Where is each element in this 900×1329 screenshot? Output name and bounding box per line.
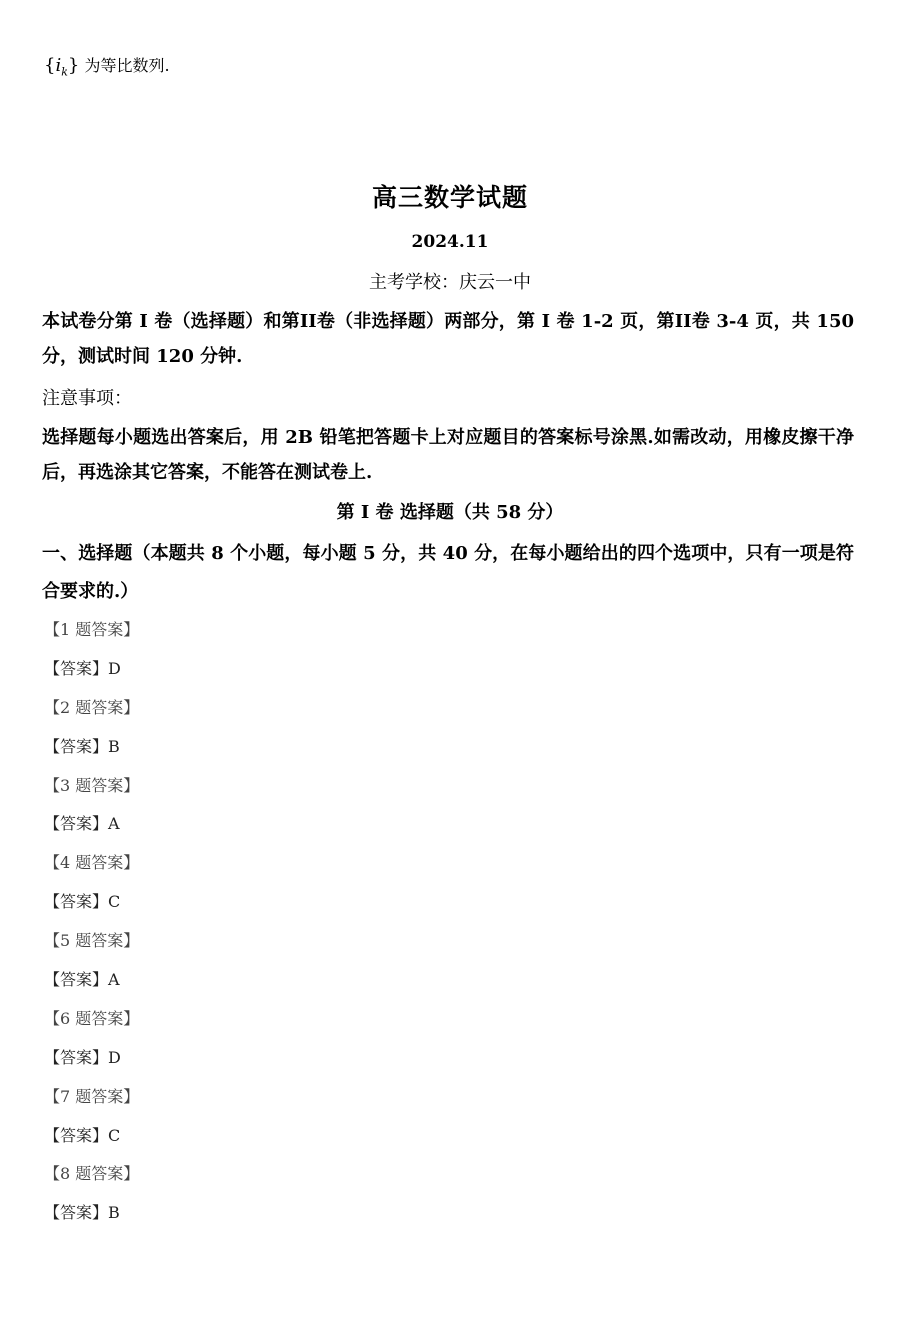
question-label: 【5 题答案】 bbox=[44, 931, 140, 951]
answer-value: 【答案】C bbox=[44, 892, 121, 912]
question-label: 【1 题答案】 bbox=[44, 620, 140, 639]
sequence-variable: i bbox=[55, 55, 62, 76]
host-school: 主考学校：庆云一中 bbox=[369, 272, 531, 293]
previous-page-fragment bbox=[44, 54, 170, 85]
question-label: 【7 题答案】 bbox=[44, 1086, 140, 1106]
exam-date: 2024.11 bbox=[411, 232, 489, 252]
question-label: 【8 题答案】 bbox=[44, 1164, 140, 1184]
fragment-text: 为等比数列. bbox=[84, 56, 170, 75]
answer-value: 【答案】B bbox=[44, 1203, 120, 1223]
answer-value: 【答案】A bbox=[44, 970, 120, 990]
answer-value: 【答案】B bbox=[44, 736, 120, 756]
answer-value: 【答案】A bbox=[44, 814, 120, 834]
part-one-instructions: 一、选择题（本题共 8 个小题，每小题 5 分，共 40 分，在每小题给出的四个选项中，只有一项是符合要求的.） bbox=[42, 543, 854, 602]
notice-body: 选择题每小题选出答案后，用 2B 铅笔把答题卡上对应题目的答案标号涂黑.如需改动，用橡皮擦干净后，再选涂其它答案，不能答在测试卷上. bbox=[42, 427, 854, 483]
section-heading: 第 I 卷 选择题（共 58 分） bbox=[336, 502, 564, 523]
question-label: 【2 题答案】 bbox=[44, 697, 140, 717]
exam-intro: 本试卷分第 I 卷（选择题）和第II卷（非选择题）两部分，第 I 卷 1-2 页，第II卷 3-4 页，共 150 分，测试时间 120 分钟. bbox=[42, 311, 854, 367]
answer-list bbox=[44, 615, 139, 1237]
exam-title: 高三数学试题 bbox=[371, 183, 528, 212]
sequence-subscript: k bbox=[61, 65, 68, 79]
sequence-notation: $\{i_k\}$ bbox=[44, 55, 80, 79]
answer-value: 【答案】C bbox=[44, 1125, 121, 1145]
question-label: 【4 题答案】 bbox=[44, 853, 140, 873]
answer-value: 【答案】D bbox=[44, 658, 121, 678]
notice-heading: 注意事项： bbox=[42, 388, 132, 409]
question-label: 【3 题答案】 bbox=[44, 775, 140, 795]
question-label: 【6 题答案】 bbox=[44, 1008, 140, 1028]
answer-value: 【答案】D bbox=[44, 1047, 121, 1067]
